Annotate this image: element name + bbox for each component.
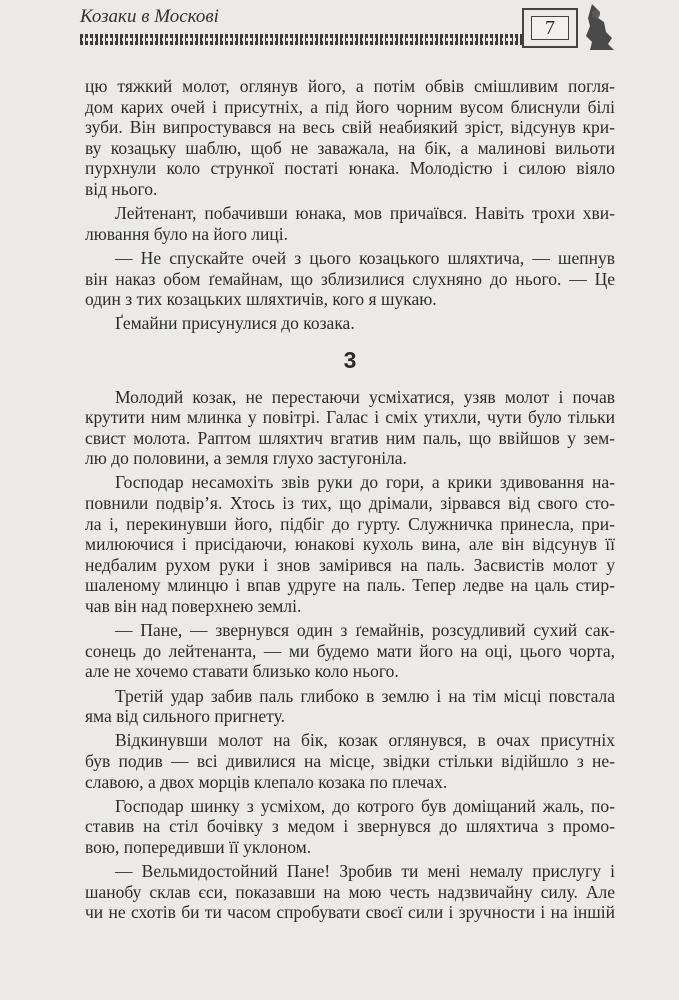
text-line: але не хочемо ставати близько коло нього. — [85, 661, 399, 682]
text-line: ву козацьку шаблю, щоб не заважала, на бік, а малинові вильоти — [85, 137, 615, 158]
text-line: лювання було на його лиці. — [85, 223, 289, 244]
text-line: ставив на стіл бочівку з медом і звернувся до шляхтича з промо- — [85, 816, 615, 837]
paragraph — [85, 472, 615, 616]
text-line: пурхнули коло стрункої постаті юнака. Молодістю і силою віяло — [85, 158, 615, 179]
paragraph — [85, 76, 615, 200]
text-line: від нього. — [85, 178, 158, 199]
text-line: шанобу склав єси, показавши на мою честь надзвичайну силу. Але — [85, 881, 615, 902]
text-line: сонець до лейтенанта, — ми будемо мати його на оці, цього чорта, — [85, 640, 615, 661]
text-line: Молодий козак, не перестаючи усміхатися, узяв молот і почав — [115, 386, 615, 407]
text-line: цю тяжкий молот, оглянув його, а потім обвів смішливим погля- — [85, 76, 615, 96]
paragraph — [85, 248, 615, 310]
page-number: 7 — [545, 16, 555, 39]
text-line: — Пане, — звернувся один з ґемайнів, розсудливий сухий сак- — [115, 620, 615, 641]
page-number-frame — [522, 8, 578, 48]
text-line: славою, а двох морців клепало козака по плечах. — [85, 771, 448, 792]
text-line: шаленому млинцю і впав удруге на паль. Тепер ледве на цаль стир- — [85, 575, 615, 596]
text-line: Господар несамохіть звів руки до гори, а крики здивовання на- — [115, 472, 615, 493]
text-line: один з тих козацьких шляхтичів, кого я шукаю. — [85, 289, 437, 310]
text-line: свист молота. Раптом шляхтич вгатив ним паль, що ввійшов у зем- — [85, 427, 615, 448]
text-line: повнили подвір’я. Хтось із тих, що дрімали, зірвався від свого сто- — [85, 493, 615, 514]
text-line: крутити ним млинка у повітрі. Галас і сміх утихли, чути було тільки — [85, 407, 615, 428]
text-line: Третій удар забив паль глибоко в землю і на тім місці повстала — [115, 685, 615, 706]
paragraph — [85, 861, 615, 923]
cossack-figure-icon — [578, 2, 630, 52]
text-line: Відкинувши молот на бік, козак оглянувся, в очах присутніх — [115, 730, 615, 751]
paragraph — [85, 203, 615, 244]
text-line: Ґемайни присунулися до козака. — [115, 313, 355, 334]
text-line: чав він над поверхнею землі. — [85, 596, 302, 617]
running-title: Козаки в Москові — [80, 6, 219, 27]
body-text — [85, 76, 615, 927]
text-line: Лейтенант, побачивши юнака, мов причаївся. Навіть трохи хви- — [115, 203, 615, 224]
paragraph — [85, 686, 615, 727]
text-line: яма від сильного пригнету. — [85, 706, 285, 727]
text-line: дом карих очей і присутніх, а під його чорним вусом блиснули білі — [85, 96, 615, 117]
paragraph — [85, 387, 615, 469]
paragraph — [85, 620, 615, 682]
chapter-heading: 3 — [343, 346, 357, 373]
decorative-border — [80, 34, 522, 45]
text-line: зуби. Він випростувався на весь свій неабиякий зріст, відсунув кри- — [85, 117, 615, 138]
paragraph — [85, 796, 615, 858]
text-line: ла і, перекинувши його, підбіг до гурту. Служничка принесла, при- — [85, 513, 615, 534]
text-line: він наказ обом ґемайнам, що зблизилися слухняно до нього. — Це — [85, 268, 615, 289]
text-line: чи не схотів би ти часом спробувати своєї сили і зручности і на іншій — [85, 902, 615, 923]
text-line: був подив — всі дивилися на місце, звідки стільки відійшло з не- — [85, 750, 615, 771]
paragraph — [85, 313, 615, 334]
text-line: Господар шинку з усміхом, до котрого був доміщаний жаль, по- — [115, 795, 615, 816]
text-line: недбалим рухом руки і знов замірився на паль. Засвистів молот у — [85, 554, 615, 575]
text-line: вою, попередивши її уклоном. — [85, 836, 312, 857]
text-line: милюючися і присідаючи, юнакові кухоль вина, але він відсунув її — [85, 534, 615, 555]
text-line: — Вельмидостойний Пане! Зробив ти мені немалу прислугу і — [115, 861, 615, 882]
text-line: лю до половини, а земля глухо застугоніла. — [85, 448, 407, 469]
text-line: — Не спускайте очей з цього козацького шляхтича, — шепнув — [115, 247, 615, 268]
paragraph — [85, 730, 615, 792]
